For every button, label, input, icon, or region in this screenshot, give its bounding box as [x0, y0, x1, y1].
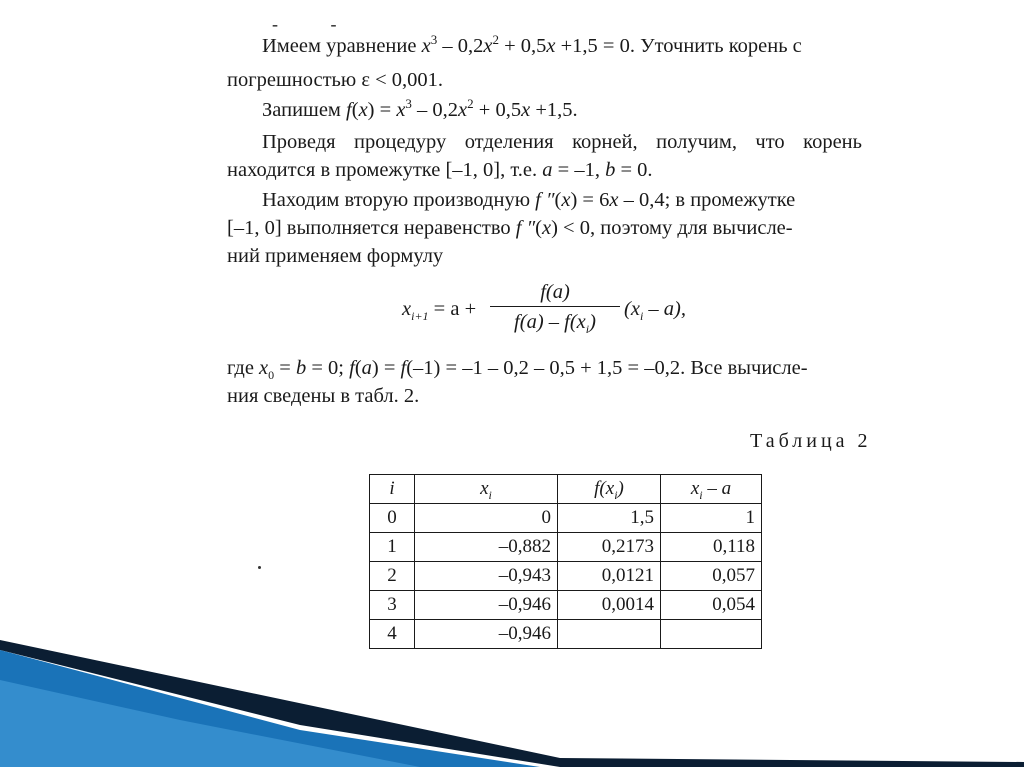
text: ( — [554, 189, 562, 211]
column-header — [370, 475, 415, 504]
text: ) < 0, поэтому для вычисле- — [551, 217, 793, 239]
text: Запишем — [262, 99, 347, 121]
text: ) = — [367, 99, 397, 121]
fraction — [490, 280, 620, 336]
text-line-3 — [262, 98, 578, 122]
scanned-page — [222, 0, 882, 680]
header-text: – a — [702, 478, 732, 499]
table-cell: 3 — [370, 591, 415, 620]
text-line-2: погрешностью ε < 0,001. — [227, 69, 444, 91]
math: x — [396, 99, 406, 121]
math: x — [521, 99, 531, 121]
text: = 0. — [615, 159, 653, 181]
math: f ″ — [515, 217, 536, 239]
math: x — [358, 99, 368, 121]
text-line-8: ний применяем формулу — [227, 245, 444, 267]
table-cell: 1 — [661, 504, 762, 533]
table-cell: 0 — [370, 504, 415, 533]
text: Находим вторую производную — [262, 189, 536, 211]
text: находится в промежутке [–1, 0], т.е. — [227, 159, 543, 181]
table-cell: –0,882 — [415, 533, 558, 562]
table-cell: 2 — [370, 562, 415, 591]
math: x — [402, 298, 412, 320]
math: x — [561, 189, 571, 211]
math: f — [346, 99, 352, 121]
text-line-4: Проведя процедуру отделения корней, получим, что корень — [262, 131, 862, 153]
table-row — [370, 504, 762, 533]
math-sup: 3 — [430, 32, 438, 47]
header-text: f(x — [594, 478, 615, 499]
text-line-10: ния сведены в табл. 2. — [227, 385, 420, 407]
header-text: ) — [617, 478, 624, 499]
text: где — [227, 357, 260, 379]
math: b — [295, 357, 307, 379]
table-row — [370, 562, 762, 591]
math-sup: 2 — [492, 32, 499, 47]
text: + 0,5 — [498, 35, 547, 57]
text: Имеем уравнение — [262, 35, 422, 57]
column-header — [661, 475, 762, 504]
math: f — [400, 357, 407, 379]
iterations-table — [369, 474, 762, 649]
text: = 0; — [306, 357, 350, 379]
table-cell: –0,946 — [415, 620, 558, 649]
table-cell: 4 — [370, 620, 415, 649]
text-line-5 — [227, 158, 653, 182]
table-cell: 0,0014 — [558, 591, 661, 620]
text-line-9 — [227, 356, 808, 380]
math: x — [609, 189, 619, 211]
math-sup: 2 — [467, 96, 474, 111]
fraction-numerator: f(a) — [490, 280, 620, 307]
table-cell: 0,054 — [661, 591, 762, 620]
text: ( — [351, 99, 359, 121]
table-cell: 0,0121 — [558, 562, 661, 591]
scan-speck — [258, 566, 261, 569]
math: – a), — [643, 298, 686, 320]
text: – 0,2 — [437, 35, 484, 57]
header-text: i — [389, 478, 395, 499]
header-sub: i — [488, 488, 492, 502]
math-sub: i — [639, 309, 644, 323]
math-sub: i+1 — [411, 309, 429, 323]
text: [–1, 0] выполняется неравенство — [227, 217, 516, 239]
header-text: x — [480, 478, 489, 499]
text: ( — [354, 357, 362, 379]
math-sub: 0 — [268, 368, 275, 382]
text: ( — [535, 217, 542, 239]
header-text: x — [690, 478, 700, 499]
table-cell: –0,943 — [415, 562, 558, 591]
text: (–1) = –1 – 0,2 – 0,5 + 1,5 = –0,2. Все вычисле- — [406, 357, 808, 379]
math: f — [349, 357, 355, 379]
formula-rhs — [624, 298, 686, 321]
table-cell: 1,5 — [558, 504, 661, 533]
math: (x — [624, 298, 640, 320]
table-cell: 0,118 — [661, 533, 762, 562]
text: ) = — [371, 357, 401, 379]
table-cell: –0,946 — [415, 591, 558, 620]
header-sub: i — [614, 488, 618, 502]
table-cell: 0,057 — [661, 562, 762, 591]
math: x — [421, 35, 431, 57]
math-sub: i — [585, 322, 590, 336]
text: + 0,5 — [473, 99, 522, 121]
header-sub: i — [699, 488, 703, 502]
text-line-1 — [262, 34, 802, 58]
table-caption: Таблица 2 — [750, 430, 872, 452]
math: ) — [589, 311, 596, 333]
math: f ″ — [535, 189, 555, 211]
table-row — [370, 533, 762, 562]
text: – 0,2 — [411, 99, 459, 121]
table-cell: 0,2173 — [558, 533, 661, 562]
text: +1,5 = 0. Уточнить корень с — [555, 35, 802, 57]
fraction-denominator — [490, 307, 620, 336]
slide-decoration — [0, 640, 1024, 767]
table-cell: 0 — [415, 504, 558, 533]
math: a — [542, 159, 553, 181]
math: x — [546, 35, 556, 57]
text-line-7 — [227, 216, 793, 240]
table-row — [370, 591, 762, 620]
text: = — [274, 357, 296, 379]
table-header-row — [370, 475, 762, 504]
text: – 0,4; в промежутке — [618, 189, 796, 211]
math: f(a) – f(x — [514, 311, 586, 333]
formula-lhs — [402, 298, 476, 321]
text: ) = 6 — [570, 189, 610, 211]
math-sup: 3 — [405, 96, 412, 111]
math: b — [605, 159, 616, 181]
text: = –1, — [552, 159, 606, 181]
math: a — [361, 357, 372, 379]
math: x — [541, 217, 552, 239]
math: x — [458, 99, 468, 121]
math: = a + — [428, 298, 477, 320]
column-header — [415, 475, 558, 504]
math: x — [259, 357, 269, 379]
column-header — [558, 475, 661, 504]
page-marks: - - — [272, 14, 361, 34]
math: x — [483, 35, 493, 57]
table-cell: 1 — [370, 533, 415, 562]
text: +1,5. — [530, 99, 578, 121]
text-line-6 — [262, 188, 795, 212]
